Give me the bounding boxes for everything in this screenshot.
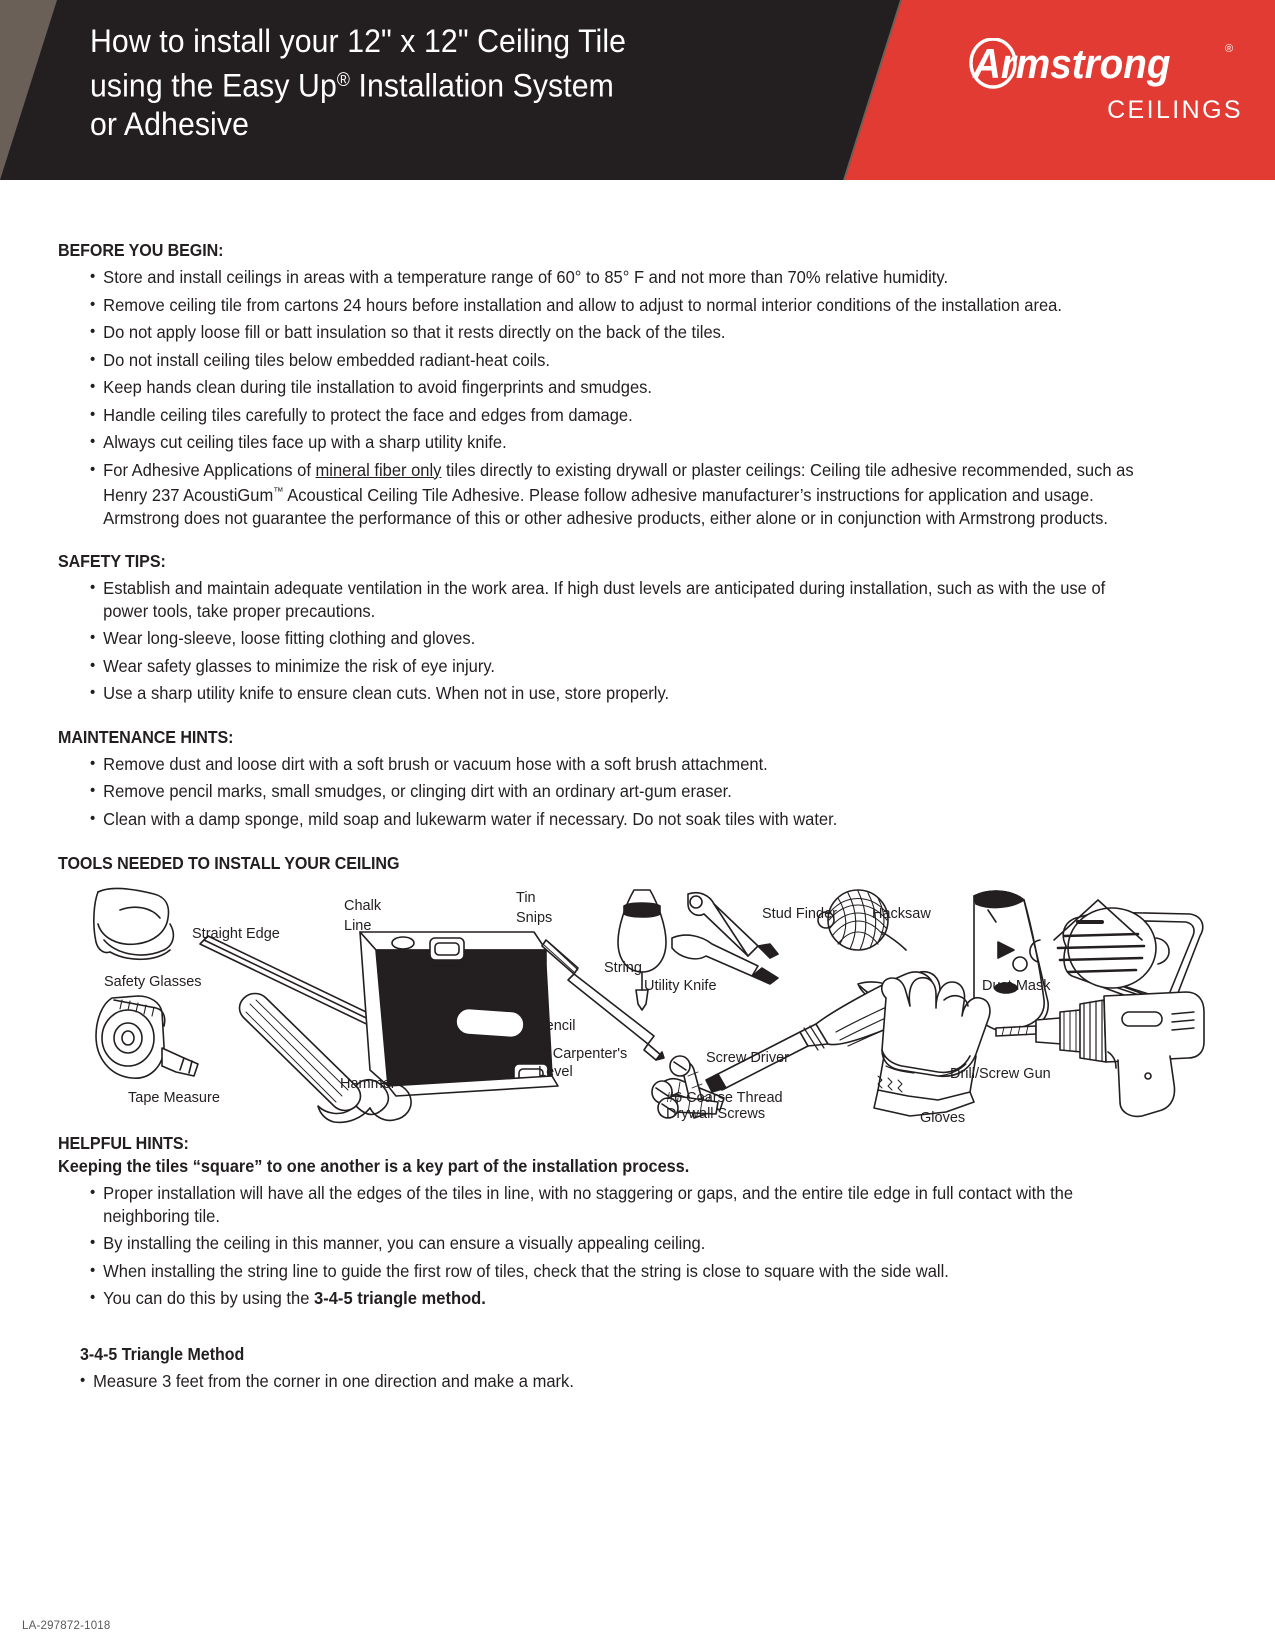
adhesive-underlined-text: mineral fiber only: [315, 459, 442, 480]
list-item: • Clean with a damp sponge, mild soap and lukewarm water if necessary. Do not soak tiles with water.: [90, 808, 1149, 831]
label-chalk-line-1: Chalk: [344, 898, 382, 915]
triangle-method-list: [58, 1370, 1217, 1393]
pencil-icon: [542, 940, 664, 1060]
list-item: • When installing the string line to guide the first row of tiles, check that the string is close to square with the side wall.: [90, 1260, 1149, 1283]
label-screws-2: Drywall Screws: [666, 1106, 766, 1123]
adhesive-text-part1: For Adhesive Applications of: [103, 459, 316, 480]
label-tape-measure: Tape Measure: [128, 1090, 220, 1107]
list-item: • Handle ceiling tiles carefully to protect the face and edges from damage.: [90, 404, 1149, 427]
list-item: • Use a sharp utility knife to ensure clean cuts. When not in use, store properly.: [90, 682, 1149, 705]
list-item: • Wear long-sleeve, loose fitting clothing and gloves.: [90, 627, 1149, 650]
title-line-2a: using the Easy Up: [90, 67, 337, 104]
svg-text:Armstrong: Armstrong: [973, 39, 1171, 88]
logo-ceilings-text: CEILINGS: [1107, 96, 1243, 124]
armstrong-wordmark-icon: [967, 38, 1247, 90]
list-item: • Store and install ceilings in areas with a temperature range of 60° to 85° F and not more than 70% relative humidity.: [90, 266, 1149, 289]
list-item: • Establish and maintain adequate ventilation in the work area. If high dust levels are anticipated during installation, such as with the use of power tools, take proper precautions.: [90, 577, 1149, 622]
triangle-method-heading: 3-4-5 Triangle Method: [80, 1343, 245, 1364]
tape-measure-icon: [96, 996, 198, 1078]
adhesive-text-part2: tiles directly to existing drywall or plaster ceilings: Ceiling tile adhesive recommended, such as Henry 237 AcoustiGum: [103, 459, 1134, 506]
registered-mark-icon: ®: [336, 70, 351, 91]
label-stud-finder: Stud Finder: [762, 906, 837, 923]
maintenance-hints-list: [58, 753, 1217, 831]
helpful-hints-heading: HELPFUL HINTS:: [58, 1133, 189, 1154]
safety-tips-heading: SAFETY TIPS:: [58, 551, 166, 572]
before-you-begin-heading: BEFORE YOU BEGIN:: [58, 240, 224, 260]
list-item: • Do not install ceiling tiles below embedded radiant-heat coils.: [90, 349, 1149, 372]
list-item-adhesive: [90, 459, 1149, 530]
helpful-hints-section: [58, 1133, 1217, 1310]
list-item: • Measure 3 feet from the corner in one direction and make a mark.: [80, 1370, 1149, 1393]
tools-heading: TOOLS NEEDED TO INSTALL YOUR CEILING: [58, 853, 400, 874]
label-tin-snips-1: Tin: [516, 890, 536, 907]
label-hacksaw: Hacksaw: [872, 906, 931, 923]
before-you-begin-list: [58, 266, 1217, 529]
label-level-1: 4’ Carpenter's: [538, 1046, 628, 1063]
adhesive-text-part3: Acoustical Ceiling Tile Adhesive. Please follow adhesive manufacturer’s instructions for application and usage. Armstrong does not guarantee the performance of this or other adhesive products, either alone or in conjunction with Armstrong products.: [103, 485, 1108, 528]
list-item: • By installing the ceiling in this manner, you can ensure a visually appealing ceiling.: [90, 1232, 1149, 1255]
title-line-3: or Adhesive: [90, 106, 249, 143]
trademark-mark-icon: ™: [273, 486, 284, 498]
label-safety-glasses: Safety Glasses: [104, 974, 202, 991]
label-level-2: Level: [538, 1064, 573, 1081]
page-title: [90, 22, 797, 144]
list-item: • Remove dust and loose dirt with a soft brush or vacuum hose with a soft brush attachment.: [90, 753, 1149, 776]
label-screw-driver: Screw Driver: [706, 1050, 789, 1067]
tools-illustration: [58, 880, 1218, 1125]
label-pencil: Pencil: [536, 1018, 576, 1035]
label-gloves: Gloves: [920, 1110, 966, 1126]
label-tin-snips-2: Snips: [516, 910, 553, 927]
footer-document-code: LA-297872-1018: [22, 1620, 111, 1632]
list-item: • Remove pencil marks, small smudges, or clinging dirt with an ordinary art-gum eraser.: [90, 780, 1149, 803]
label-drill: Drill/Screw Gun: [950, 1066, 1051, 1083]
list-item-triangle-method: [90, 1287, 1149, 1310]
svg-text:®: ®: [1225, 43, 1234, 55]
label-hammer: Hammer: [340, 1076, 396, 1093]
list-item: • Always cut ceiling tiles face up with a sharp utility knife.: [90, 431, 1149, 454]
maintenance-hints-heading: MAINTENANCE HINTS:: [58, 726, 234, 747]
safety-glasses-icon: [94, 888, 174, 959]
carpenters-level-icon: [360, 932, 558, 1096]
title-line-2b: Installation System: [350, 67, 614, 104]
label-straight-edge: Straight Edge: [192, 926, 280, 943]
list-item: • Keep hands clean during tile installation to avoid fingerprints and smudges.: [90, 376, 1149, 399]
label-string: String: [604, 960, 642, 977]
safety-tips-list: [58, 577, 1217, 705]
gloves-icon: [874, 978, 990, 1116]
label-utility-knife: Utility Knife: [644, 978, 717, 995]
label-chalk-line-2: Line: [344, 918, 372, 935]
list-item: • Wear safety glasses to minimize the risk of eye injury.: [90, 655, 1149, 678]
list-item: • Proper installation will have all the edges of the tiles in line, with no staggering or gaps, and the entire tile edge in full contact with the neighboring tile.: [90, 1182, 1149, 1227]
title-line-1: How to install your 12" x 12" Ceiling Tile: [90, 23, 627, 59]
list-item: • Remove ceiling tile from cartons 24 hours before installation and allow to adjust to normal interior conditions of the installation area.: [90, 294, 1149, 317]
document-body: [0, 240, 1275, 1392]
triangle-method-bold: 3-4-5 triangle method.: [314, 1288, 486, 1309]
helpful-hints-list: [58, 1182, 1217, 1310]
page-header: [0, 0, 1275, 180]
triangle-text-part1: You can do this by using the: [103, 1288, 315, 1309]
label-dust-mask: Dust Mask: [982, 978, 1051, 995]
list-item: • Do not apply loose fill or batt insulation so that it rests directly on the back of the tiles.: [90, 321, 1149, 344]
helpful-hints-subheading: Keeping the tiles “square” to one another is a key part of the installation process.: [58, 1156, 690, 1177]
label-screws-1: #6 Coarse Thread: [666, 1090, 783, 1107]
armstrong-logo: [967, 38, 1247, 125]
